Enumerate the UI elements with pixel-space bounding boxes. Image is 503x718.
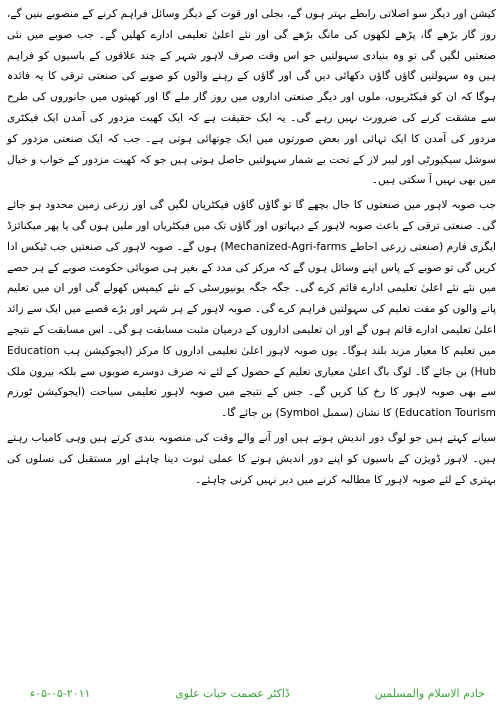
signature-author: ڈاکٹر عصمت حیات علوی [175, 687, 290, 700]
signature-line [30, 687, 485, 700]
signature-date: ۰۵-۰۵-۲۰۱۱ء [30, 687, 91, 700]
article-paragraph-3: سیانے کہتے ہیں جو لوگ دور اندیش ہوتے ہیں اور آنے والے وقت کی منصوبہ بندی کرتے ہیں وہی کامیاب رہتے ہیں۔ لاہور ڈویژن کے باسیوں کو اپنے دور اندیش ہونے کا عملی ثبوت دینا چاہئے اور مستقبل کی نسلوں کی بہتری کے لئے صوبہ لاہور کا مطالبہ کرنے میں دیر نہیں کرنی چاہئے۔ [7, 431, 496, 486]
article-paragraph-2: جب صوبہ لاہور میں صنعتوں کا جال بچھے گا تو گاؤں گاؤں فیکٹریاں لگیں گی اور زرعی زمین محدود ہو جائے گی۔ صنعتی ترقی کے باعث صوبہ لاہور کے دیہاتوں اور گاؤں تک میں فیکٹریاں اور ملیں ہوں گی یا پھر میکنائزڈ ایگری فارم (صنعتی زرعی احاطے Mechanized-Agri-farms) ہوں گے۔ صوبہ لاہور کی صنعتیں جب ٹیکس ادا کریں گی تو صوبے کے پاس اپنے وسائل ہوں گے کہ مرکز کی مدد کے بغیر ہی صوبائی حکومت صوبے کے ہر حصے میں نئے نئے اعلیٰ تعلیمی ادارے قائم کرے گی۔ جگہ جگہ یونیورسٹی کے نئے کیمپس کھولے گی اور ان میں تعلیم پانے والوں کو مفت تعلیم کی سہولتیں فراہم کرے گی۔ صوبہ لاہور کے ہر شہر اور بڑے قصبے میں ایک سے زائد اعلیٰ تعلیمی ادارے قائم ہوں گے اور ان تعلیمی اداروں کے درمیان مثبت مسابقت ہو گی۔ اس مسابقت کے نتیجے میں تعلیم کا معیار مزید بلند ہوگا۔ یوں صوبہ لاہور اعلیٰ تعلیمی اداروں کا مرکز (ایجوکیشن ہب Education Hub) بن جائے گا۔ لوگ باگ اعلیٰ معیاری تعلیم کے حصول کے لئے نہ صرف دوسرے صوبوں سے بلکہ بیرون ملک سے بھی صوبہ لاہور کا رخ کیا کریں گے۔ جس کے نتیجے میں صوبہ لاہور تعلیمی سیاحت (ایجوکیشن ٹورزم Education Tourism) کا نشان (سمبل Symbol) بن جائے گا۔ [7, 199, 496, 420]
article-paragraph-1: کیشن اور دیگر سو اصلاتی رابطے بہتر ہوں گے، بجلی اور قوت کے دیگر وسائل فراہم کرنے کے منصوبے بنیں گے، روز گار بڑھے گا، پڑھے لکھوں کی مانگ بڑھے گی اور نئے اعلیٰ تعلیمی ادارے کھلیں گے۔ جب صوبے میں نئی صنعتیں لگیں گی تو وہ بنیادی سہولتیں جو اس وقت صرف لاہور شہر کے چند علاقوں کے باسیوں کو فراہم ہیں وہ سہولتیں گاؤں گاؤں دکھائی دیں گی اور گاؤں کے رہنے والوں کو صوبے کی صنعتی ترقی کا یہ فائدہ ہوگا کہ ان کو فیکٹریوں، ملوں اور دیگر صنعتی اداروں میں روز گار ملے گا اور کھیتوں میں جانوروں کی طرح سے مشقت کرنے کی ضرورت نہیں رہے گی۔ یہ ایک حقیقت ہے کہ ایک کھیت مزدور کی آمدن ایک فیکٹری مزدور کی آمدن کا ایک تہائی اور بعض صورتوں میں ایک چوتھائی ہوتی ہے۔ جب کہ ایک صنعتی مزدور کو سوشل سیکیورٹی اور لیبر لاز کے تحت بے شمار سہولتیں حاصل ہوتی ہیں جو کہ کھیت مزدور کے خواب و خیال میں بھی نہیں آ سکتی ہیں۔ [7, 8, 496, 187]
signature-closing: خادم الاسلام والمسلمین [374, 687, 485, 700]
